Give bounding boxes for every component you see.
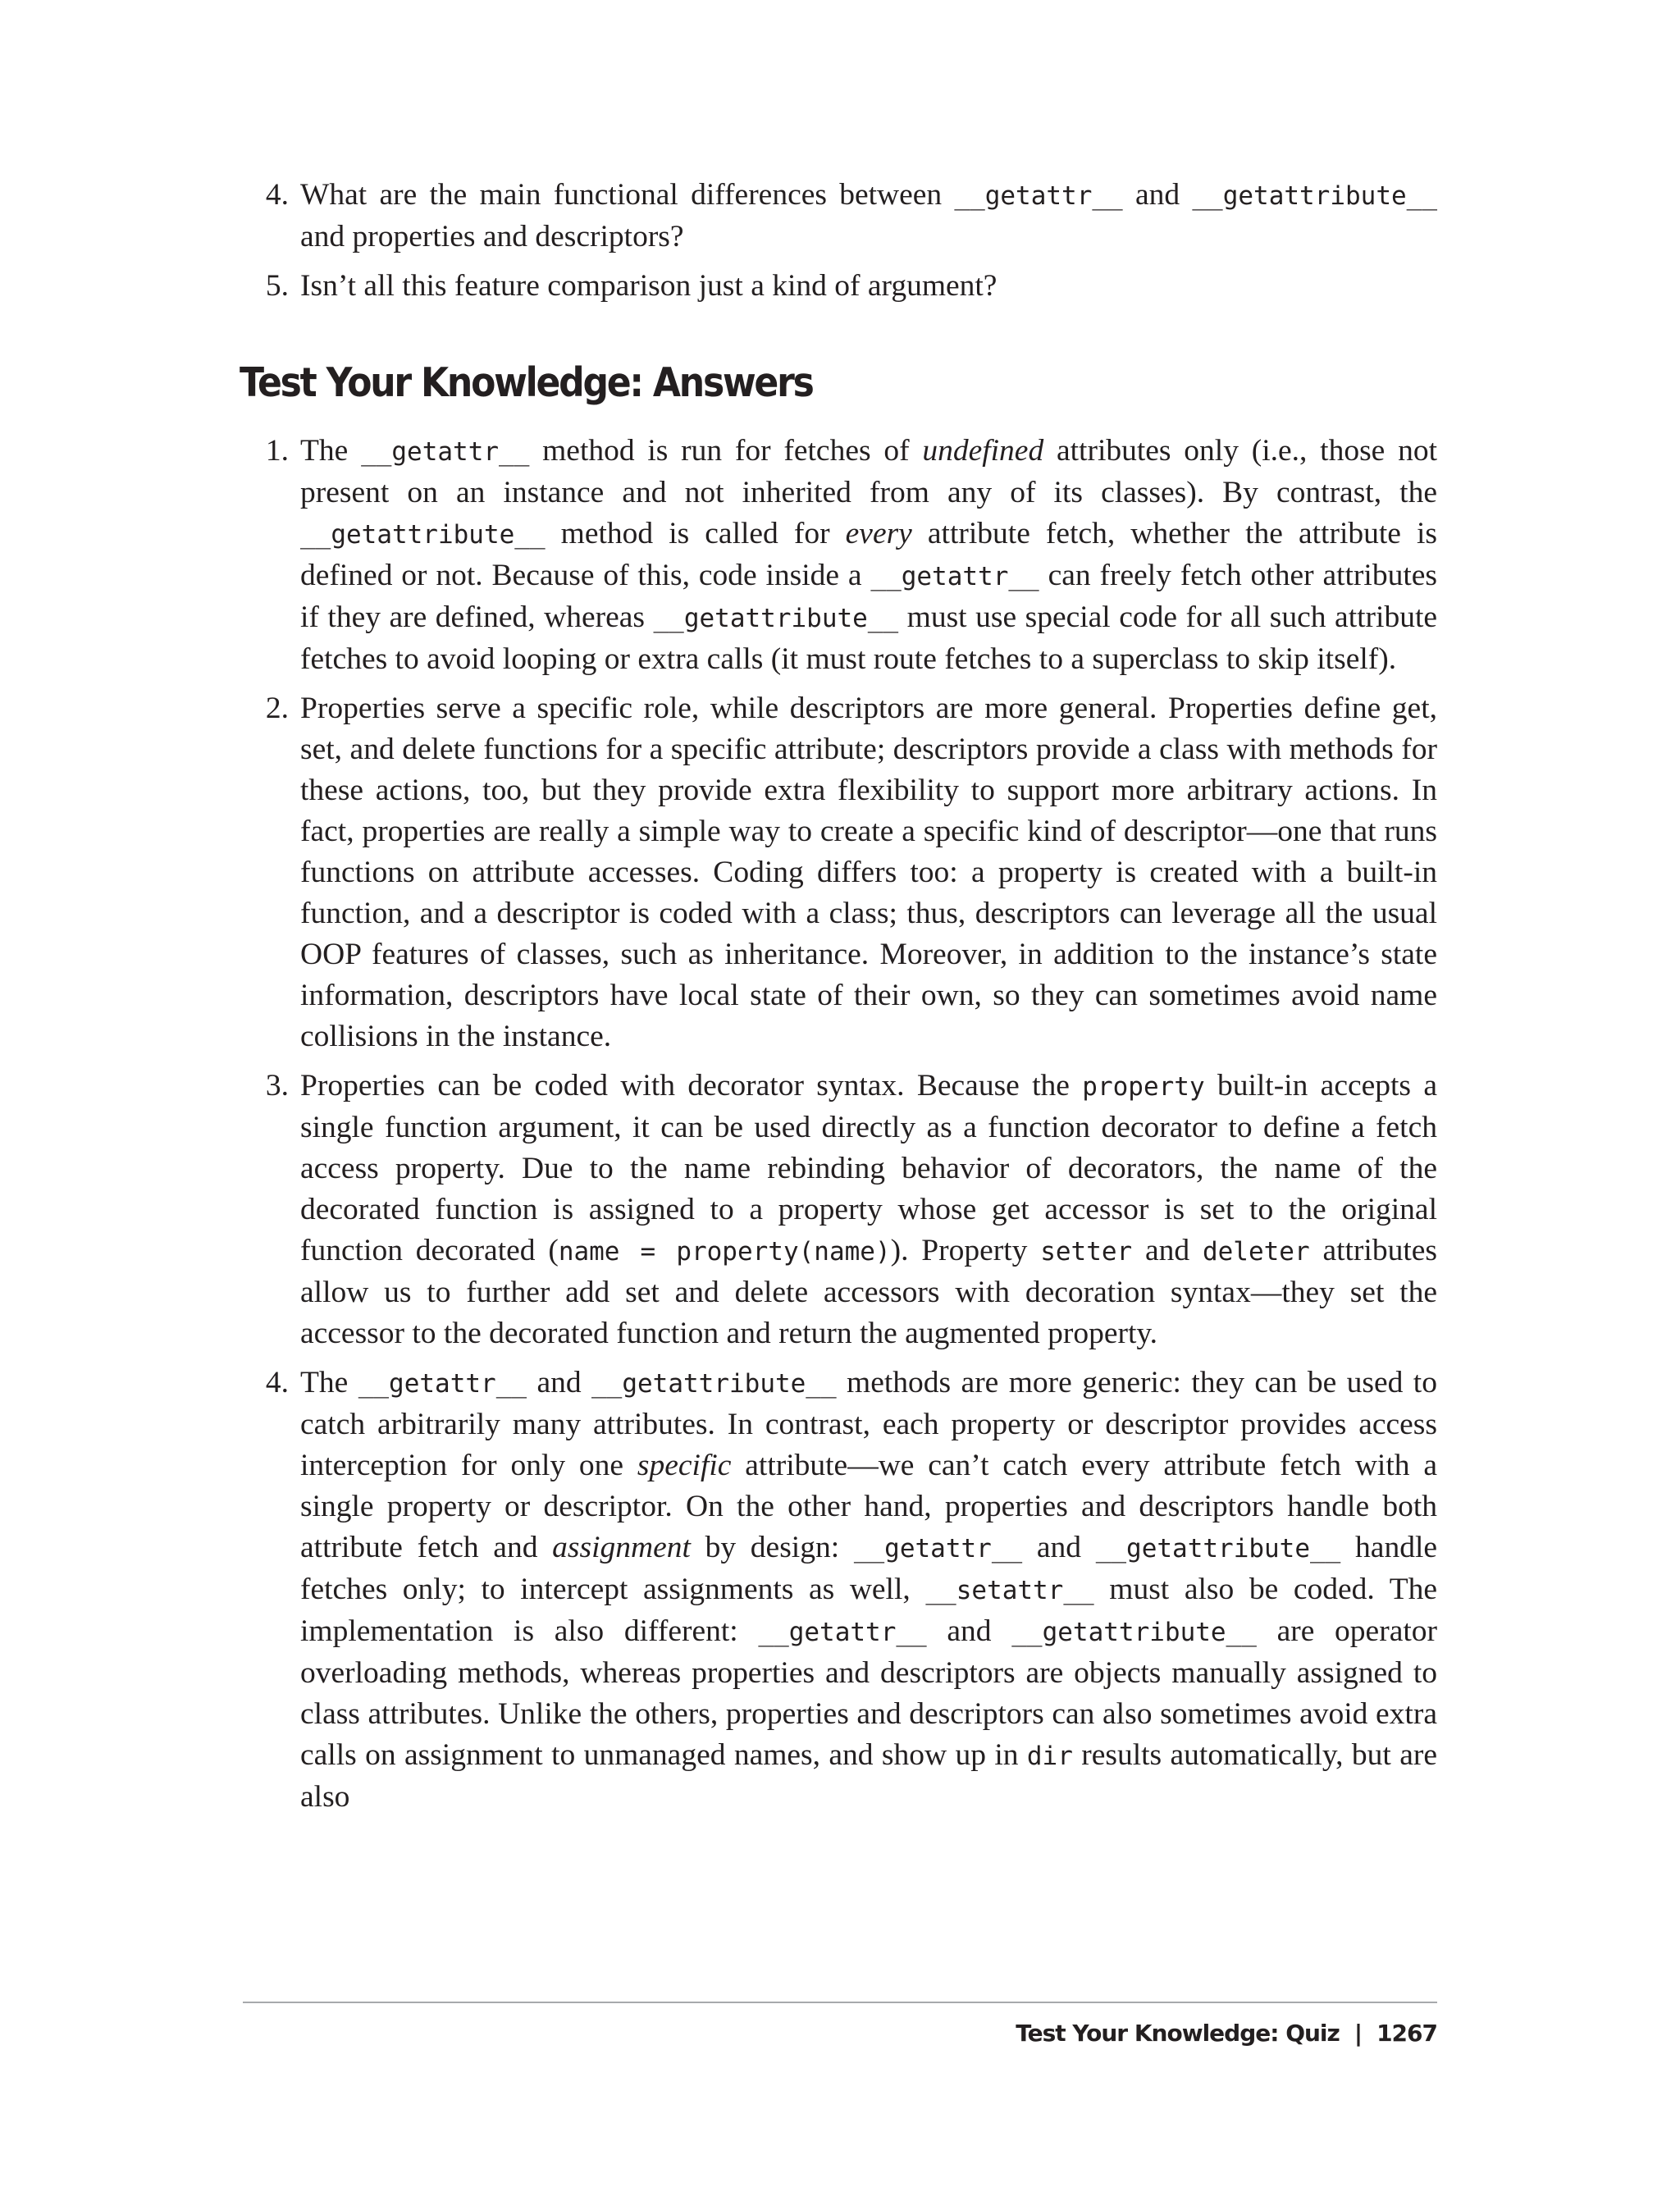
inline-code: __getattribute__: [300, 520, 546, 550]
footer-divider: [243, 2002, 1437, 2003]
question-text: [300, 178, 1437, 253]
text-run: and: [1022, 1531, 1096, 1564]
text-run: Isn’t all this feature comparison just a kind of argument?: [300, 269, 998, 303]
text-run: What are the main functional differences between: [300, 178, 955, 212]
emphasis-text: assignment: [552, 1531, 691, 1564]
emphasis-text: every: [845, 517, 912, 550]
inline-code: __getattr__: [870, 562, 1039, 591]
inline-code: property: [1082, 1072, 1205, 1102]
page-number: 1267: [1376, 2020, 1437, 2047]
text-run: methods are more generic: they can be used to catch arbitrarily many attributes. In contrast, each property or descriptor provides access interception for only one: [300, 1366, 1437, 1482]
text-run: The: [300, 434, 362, 468]
answer-item: [243, 1066, 1437, 1354]
quiz-question-item: [243, 266, 1437, 307]
text-run: built-in accepts a single function argument, it can be used directly as a function decorator to define a fetch access property. Due to the name rebinding behavior of decorators, the name of the decorated function is assigned to a property whose get accessor is set to the original function decorated (: [300, 1069, 1438, 1267]
inline-code: __getattribute__: [1192, 181, 1437, 211]
inline-code: deleter: [1202, 1237, 1310, 1267]
answer-list: [243, 431, 1437, 1826]
question-number: 4.: [265, 178, 289, 212]
answer-number: 3.: [265, 1069, 289, 1102]
inline-code: setter: [1040, 1237, 1133, 1267]
inline-code: __getattr__: [358, 1369, 527, 1399]
text-run: method is called for: [545, 517, 846, 550]
inline-code: __setattr__: [925, 1576, 1094, 1605]
emphasis-text: undefined: [922, 434, 1044, 468]
section-heading: Test Your Knowledge: Answers: [240, 359, 813, 406]
text-run: by design:: [690, 1531, 854, 1564]
inline-code: __getattr__: [361, 437, 530, 467]
answer-item: [243, 688, 1437, 1057]
text-run: attribute—we can’t catch every attribute fetch with a single property or descriptor. On the other hand, properties and descriptors handle both attribute fetch and: [300, 1449, 1437, 1564]
text-run: are operator overloading methods, whereas properties and descriptors are objects manually assigned to class attributes. Unlike the others, properties and descriptors can also sometimes avoid extra calls on assignment to unmanaged names, and show up in: [300, 1614, 1437, 1772]
inline-code: __getattribute__: [1095, 1534, 1341, 1564]
text-run: Properties can be coded with decorator syntax. Because the: [300, 1069, 1083, 1102]
text-run: Properties serve a specific role, while descriptors are more general. Properties define get, set, and delete functions for a specific attribute; descriptors provide a class with methods for these actions, too, but they provide extra flexibility to support more arbitrary actions. In fact, properties are really a simple way to create a specific kind of descriptor—one that runs functions on attribute accesses. Coding differs too: a property is created with a built-in function, and a descriptor is coded with a class; thus, descriptors can leverage all the usual OOP features of classes, such as inheritance. Moreover, in addition to the instance’s state information, descriptors have local state of their own, so they can sometimes avoid name collisions in the instance.: [300, 692, 1437, 1053]
inline-code: __getattr__: [954, 181, 1123, 211]
inline-code: name = property(name): [558, 1237, 891, 1267]
text-run: attributes only (i.e., those not present on an instance and not inherited from any of its classes). By contrast, the: [300, 434, 1437, 509]
inline-code: __getattribute__: [591, 1369, 837, 1399]
text-run: must use special code for all such attribute fetches to avoid looping or extra calls (it must route fetches to a superclass to skip itself).: [300, 600, 1438, 676]
answer-item: [243, 431, 1437, 680]
question-text: [300, 269, 997, 303]
page-footer: [1016, 2020, 1437, 2047]
answer-text: [300, 434, 1437, 676]
text-run: and properties and descriptors?: [300, 220, 684, 253]
inline-code: __getattr__: [853, 1534, 1023, 1564]
text-run: method is run for fetches of: [529, 434, 923, 468]
answer-number: 2.: [265, 692, 289, 725]
text-run: results automatically, but are also: [300, 1738, 1437, 1814]
inline-code: dir: [1026, 1742, 1073, 1771]
text-run: and: [527, 1366, 592, 1399]
text-run: and: [926, 1614, 1012, 1648]
inline-code: __getattribute__: [1011, 1618, 1257, 1647]
emphasis-text: specific: [637, 1449, 732, 1482]
text-run: The: [300, 1366, 358, 1399]
inline-code: __getattribute__: [653, 604, 899, 633]
text-run: attributes allow us to further add set and delete accessors with decoration syntax—they set the accessor to the decorated function and return the augmented property.: [300, 1234, 1437, 1350]
running-footer-title: Test Your Knowledge: Quiz: [1016, 2020, 1340, 2047]
inline-code: __getattr__: [758, 1618, 927, 1647]
answer-number: 4.: [265, 1366, 289, 1399]
text-run: handle fetches only; to intercept assignments as well,: [300, 1531, 1438, 1606]
text-run: ). Property: [890, 1234, 1041, 1267]
quiz-question-list: [243, 175, 1437, 315]
question-number: 5.: [265, 269, 289, 303]
answer-text: [300, 1366, 1437, 1814]
text-run: attribute fetch, whether the attribute is defined or not. Because of this, code inside a: [300, 517, 1437, 592]
text-run: and: [1132, 1234, 1203, 1267]
text-run: and: [1122, 178, 1193, 212]
answer-text: [300, 1069, 1437, 1350]
footer-separator: |: [1354, 2020, 1363, 2047]
quiz-question-item: [243, 175, 1437, 258]
text-run: can freely fetch other attributes if they are defined, whereas: [300, 559, 1437, 634]
answer-text: [300, 692, 1437, 1053]
answer-item: [243, 1363, 1437, 1818]
answer-number: 1.: [265, 434, 289, 468]
text-run: must also be coded. The implementation is also different:: [300, 1573, 1437, 1648]
